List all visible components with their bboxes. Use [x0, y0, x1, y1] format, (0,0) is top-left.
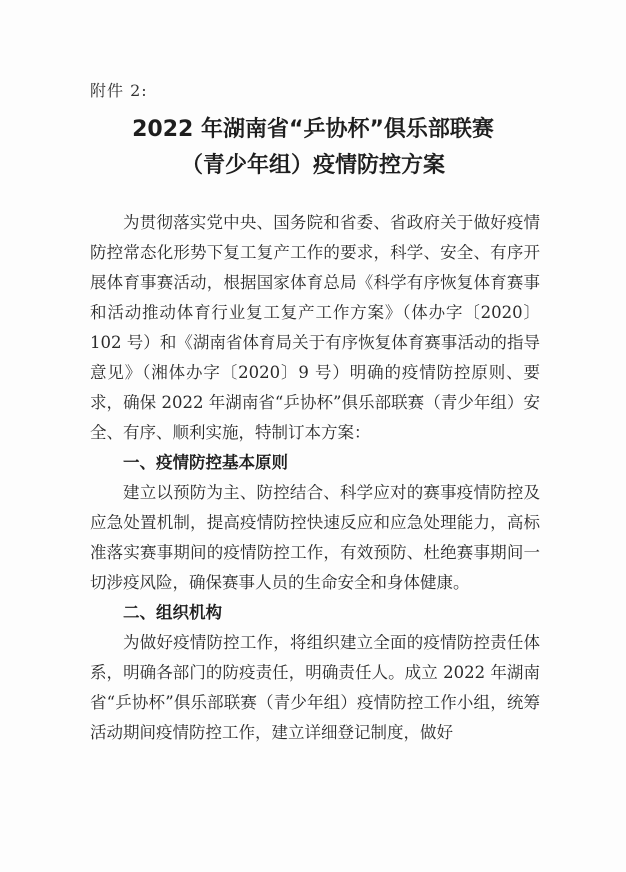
document-title-line-2: （青少年组）疫情防控方案	[180, 153, 445, 178]
document-title-line-1: 2022 年湖南省“乒协杯”俱乐部联赛	[132, 117, 494, 142]
section-text-organization: 为做好疫情防控工作，将组织建立全面的疫情防控责任体系，明确各部门的防疫责任，明确责任人。成立 2022 年湖南省“乒协杯”俱乐部联赛（青少年组）疫情防控工作小组，统筹活动期间疫情防控工作，建立详细登记制度，做好	[90, 633, 540, 742]
section-heading-organization: 二、组织机构	[123, 603, 222, 622]
section-heading-principles: 一、疫情防控基本原则	[123, 453, 288, 472]
section-text-principles: 建立以预防为主、防控结合、科学应对的赛事疫情防控及应急处置机制，提高疫情防控快速反应和应急处理能力，高标准落实赛事期间的疫情防控工作，有效预防、杜绝赛事期间一切涉疫风险，确保赛事人员的生命安全和身体健康。	[90, 483, 540, 592]
intro-paragraph: 为贯彻落实党中央、国务院和省委、省政府关于做好疫情防控常态化形势下复工复产工作的要求，科学、安全、有序开展体育事赛活动，根据国家体育总局《科学有序恢复体育赛事和活动推动体育行业复工复产工作方案》（体办字〔2020〕102 号）和《湖南省体育局关于有序恢复体育赛事活动的指导意见》（湘体办字〔2020〕9 号）明确的疫情防控原则、要求，确保 2022 年湖南省“乒协杯”俱乐部联赛（青少年组）安全、有序、顺利实施，特制订本方案：	[90, 213, 540, 442]
document-body	[90, 208, 540, 748]
attachment-label: 附件 2:	[90, 81, 148, 100]
